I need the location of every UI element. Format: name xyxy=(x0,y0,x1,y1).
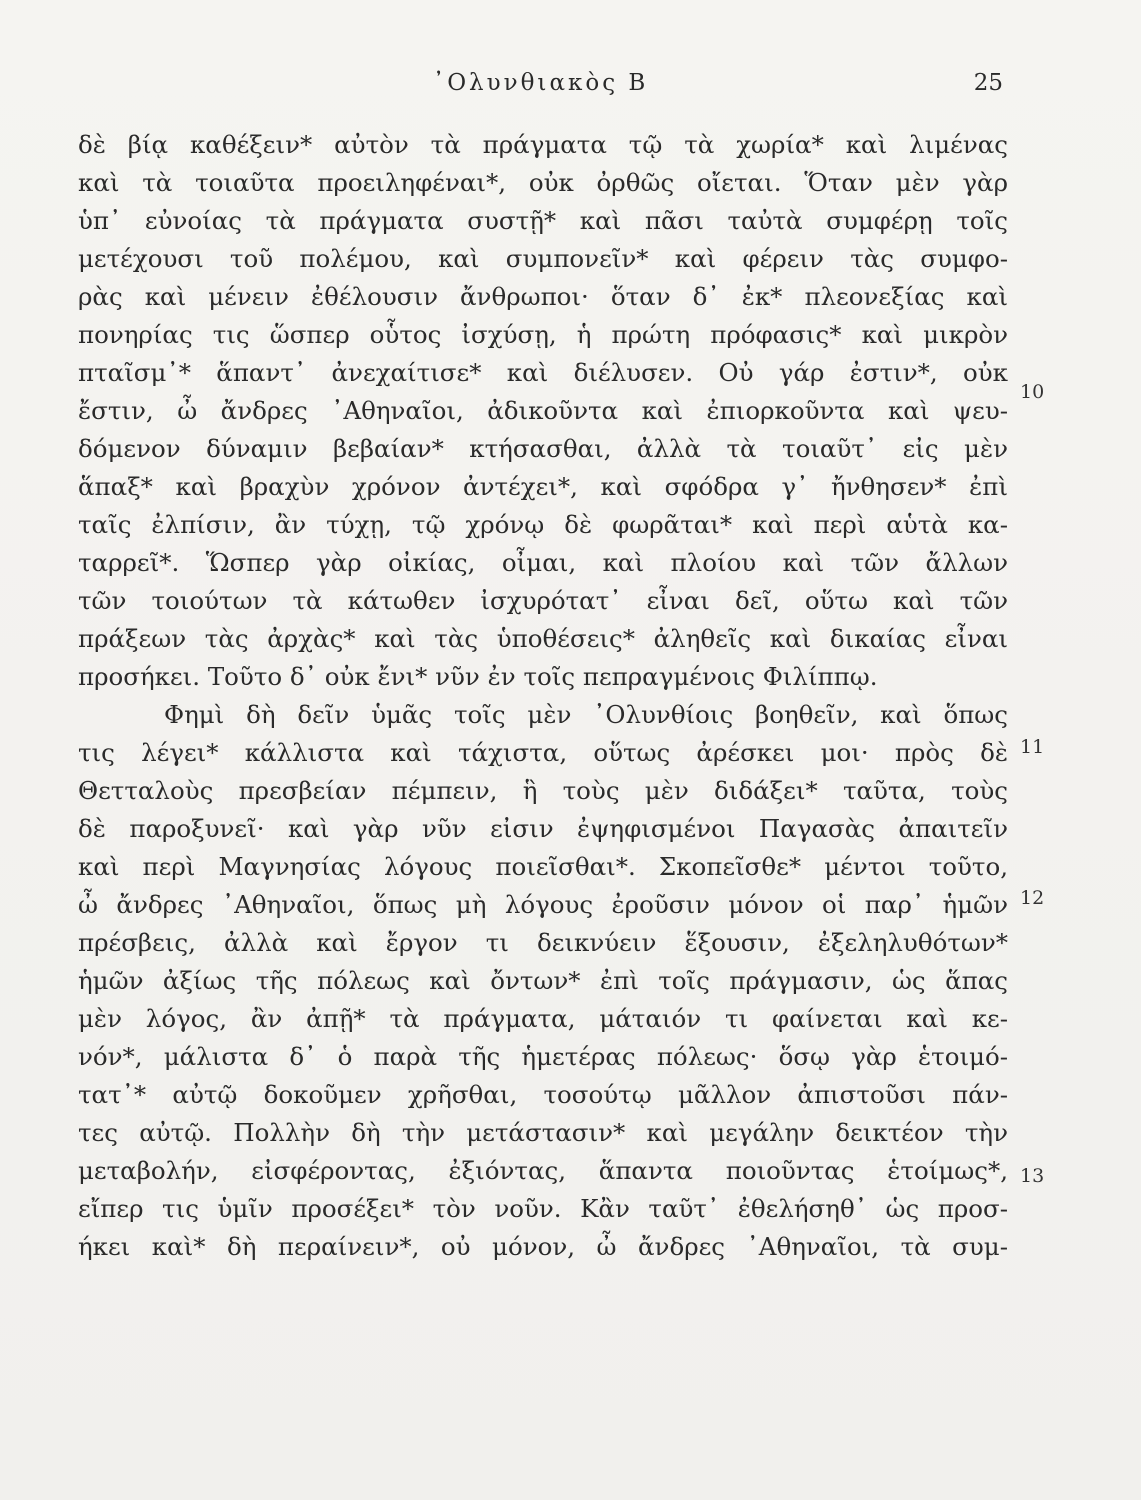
text-line: εἴπερ τις ὑμῖν προσέξει* τὸν νοῦν. Κἂν ταῦτ᾽ ἐθελήσηθ᾽ ὡς προσ- xyxy=(78,1194,1008,1223)
greek-text-body xyxy=(78,126,1045,1266)
text-line: τις λέγει* κάλλιστα καὶ τάχιστα, οὕτως ἀρέσκει μοι· πρὸς δὲ xyxy=(78,738,1008,767)
text-line: Θετταλοὺς πρεσβείαν πέμπειν, ἣ τοὺς μὲν διδάξει* ταῦτα, τοὺς xyxy=(78,776,1008,805)
text-line: τες αὐτῷ. Πολλὴν δὴ τὴν μετάστασιν* καὶ μεγάλην δεικτέον τὴν xyxy=(78,1118,1008,1147)
page-number: 25 xyxy=(973,70,1003,96)
text-line: πονηρίας τις ὥσπερ οὗτος ἰσχύσῃ, ἡ πρώτη πρόφασις* καὶ μικρὸν xyxy=(78,320,1008,349)
text-line: πράξεων τὰς ἀρχὰς* καὶ τὰς ὑποθέσεις* ἀληθεῖς καὶ δικαίας εἶναι xyxy=(78,624,1008,653)
text-line: πταῖσμ᾽* ἅπαντ᾽ ἀνεχαίτισε* καὶ διέλυσεν. Οὐ γάρ ἐστιν*, οὐκ xyxy=(78,358,1008,387)
text-line: δόμενον δύναμιν βεβαίαν* κτήσασθαι, ἀλλὰ τὰ τοιαῦτ᾽ εἰς μὲν xyxy=(78,434,1008,463)
section-number-10: 10 xyxy=(1020,381,1045,403)
text-line: δὲ παροξυνεῖ· καὶ γὰρ νῦν εἰσιν ἐψηφισμένοι Παγασὰς ἀπαιτεῖν xyxy=(78,814,1008,843)
section-number-12: 12 xyxy=(1020,887,1045,909)
text-line: ρὰς καὶ μένειν ἐθέλουσιν ἄνθρωποι· ὅταν δ᾽ ἐκ* πλεονεξίας καὶ xyxy=(78,282,1008,311)
text-line: καὶ περὶ Μαγνησίας λόγους ποιεῖσθαι*. Σκοπεῖσθε* μέντοι τοῦτο, xyxy=(78,852,1008,881)
text-line: ταρρεῖ*. Ὥσπερ γὰρ οἰκίας, οἶμαι, καὶ πλοίου καὶ τῶν ἄλλων xyxy=(78,548,1008,577)
text-line: δὲ βίᾳ καθέξειν* αὐτὸν τὰ πράγματα τῷ τὰ χωρία* καὶ λιμένας xyxy=(78,130,1008,159)
section-number-11: 11 xyxy=(1020,736,1045,758)
text-line: τῶν τοιούτων τὰ κάτωθεν ἰσχυρότατ᾽ εἶναι δεῖ, οὕτω καὶ τῶν xyxy=(78,586,1008,615)
text-line: ήκει καὶ* δὴ περαίνειν*, οὐ μόνον, ὦ ἄνδρες ᾽Αθηναῖοι, τὰ συμ- xyxy=(78,1232,1008,1261)
text-line: ὑπ᾽ εὐνοίας τὰ πράγματα συστῇ* καὶ πᾶσι ταὐτὰ συμφέρῃ τοῖς xyxy=(78,206,1008,235)
text-line: μετέχουσι τοῦ πολέμου, καὶ συμπονεῖν* καὶ φέρειν τὰς συμφο- xyxy=(78,244,1008,273)
running-title: ᾽Ολυνθιακὸς Β xyxy=(432,70,649,96)
text-line: ἔστιν, ὦ ἄνδρες ᾽Αθηναῖοι, ἀδικοῦντα καὶ ἐπιορκοῦντα καὶ ψευ- xyxy=(78,396,1008,425)
section-number-13: 13 xyxy=(1020,1165,1045,1187)
text-line: καὶ τὰ τοιαῦτα προειληφέναι*, οὐκ ὀρθῶς οἴεται. Ὅταν μὲν γὰρ xyxy=(78,168,1008,197)
text-line: πρέσβεις, ἀλλὰ καὶ ἔργον τι δεικνύειν ἕξουσιν, ἐξεληλυθότων* xyxy=(78,928,1008,957)
page-header xyxy=(78,70,1003,100)
text-line: μεταβολήν, εἰσφέροντας, ἐξιόντας, ἅπαντα ποιοῦντας ἑτοίμως*, xyxy=(78,1156,1008,1185)
text-line: ἡμῶν ἀξίως τῆς πόλεως καὶ ὄντων* ἐπὶ τοῖς πράγμασιν, ὡς ἅπας xyxy=(78,966,1008,995)
text-line: ὦ ἄνδρες ᾽Αθηναῖοι, ὅπως μὴ λόγους ἐροῦσιν μόνον οἱ παρ᾽ ἡμῶν xyxy=(78,890,1008,919)
paragraph-start-line: Φημὶ δὴ δεῖν ὑμᾶς τοῖς μὲν ᾽Ολυνθίοις βοηθεῖν, καὶ ὅπως xyxy=(164,700,1008,729)
text-line: προσήκει. Τοῦτο δ᾽ οὐκ ἔνι* νῦν ἐν τοῖς πεπραγμένοις Φιλίππῳ. xyxy=(78,662,878,691)
text-line: μὲν λόγος, ἂν ἀπῇ* τὰ πράγματα, μάταιόν τι φαίνεται καὶ κε- xyxy=(78,1004,1008,1033)
text-line: νόν*, μάλιστα δ᾽ ὁ παρὰ τῆς ἡμετέρας πόλεως· ὅσῳ γὰρ ἑτοιμό- xyxy=(78,1042,1008,1071)
text-line: ταῖς ἐλπίσιν, ἂν τύχῃ, τῷ χρόνῳ δὲ φωρᾶται* καὶ περὶ αὑτὰ κα- xyxy=(78,510,1008,539)
text-line: τατ᾽* αὐτῷ δοκοῦμεν χρῆσθαι, τοσούτῳ μᾶλλον ἀπιστοῦσι πάν- xyxy=(78,1080,1008,1109)
text-line: ἅπαξ* καὶ βραχὺν χρόνον ἀντέχει*, καὶ σφόδρα γ᾽ ἤνθησεν* ἐπὶ xyxy=(78,472,1008,501)
